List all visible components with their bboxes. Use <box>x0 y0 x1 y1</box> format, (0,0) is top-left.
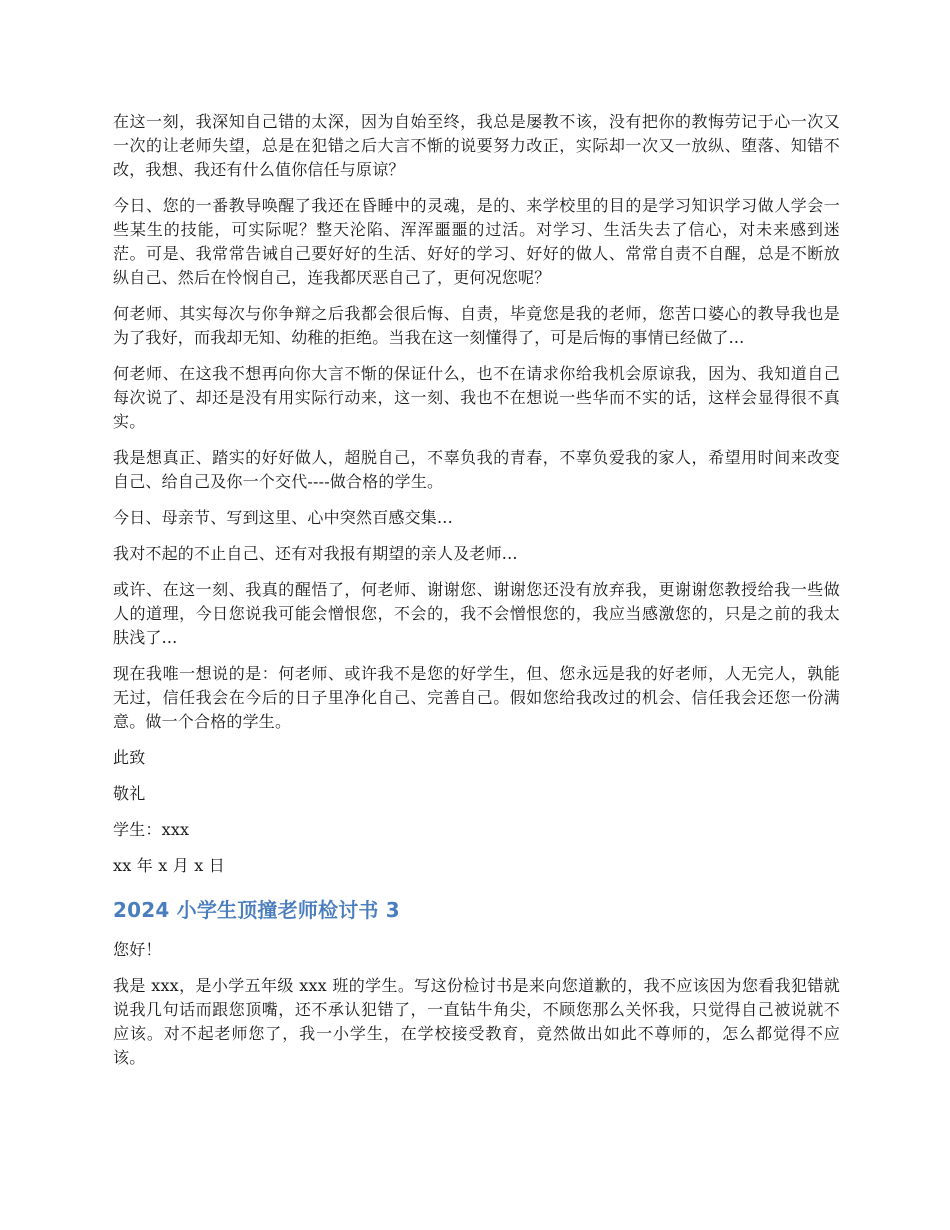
body-paragraph: 我是想真正、踏实的好好做人，超脱自己，不辜负我的青春，不辜负爱我的家人，希望用时间来改变自己、给自己及你一个交代----做合格的学生。 <box>113 448 840 491</box>
body-paragraph: 在这一刻，我深知自己错的太深，因为自始至终，我总是屡教不该，没有把你的教悔劳记于心一次又一次的让老师失望，总是在犯错之后大言不惭的说要努力改正，实际却一次又一放纵、堕落、知错不改，我想、我还有什么值你信任与原谅？ <box>113 112 840 179</box>
closing-jingli: 敬礼 <box>113 784 146 803</box>
section-heading: 2024 小学生顶撞老师检讨书 3 <box>113 898 400 922</box>
body-paragraph: 或许、在这一刻、我真的醒悟了，何老师、谢谢您、谢谢您还没有放弃我，更谢谢您教授给我一些做人的道理，今日您说我可能会憎恨您，不会的，我不会憎恨您的，我应当感激您的，只是之前的我太肤浅了... <box>113 580 840 647</box>
body-paragraph: 今日、您的一番教导唤醒了我还在昏睡中的灵魂，是的、来学校里的目的是学习知识学习做人学会一些某生的技能，可实际呢？整天沦陷、浑浑噩噩的过活。对学习、生活失去了信心，对未来感到迷茫。可是、我常常告诫自己要好好的生活、好好的学习、好好的做人、常常自责不自醒，总是不断放纵自己、然后在怜悯自己，连我都厌恶自己了，更何况您呢？ <box>113 196 840 287</box>
letter-date: xx 年 x 月 x 日 <box>113 856 225 875</box>
body-paragraph: 我是 xxx，是小学五年级 xxx 班的学生。写这份检讨书是来向您道歉的，我不应该因为您看我犯错就说我几句话而跟您顶嘴，还不承认犯错了，一直钻牛角尖，不顾您那么关怀我，只觉得自己被说就不应该。对不起老师您了，我一小学生，在学校接受教育，竟然做出如此不尊师的，怎么都觉得不应该。 <box>113 976 840 1067</box>
body-paragraph: 我对不起的不止自己、还有对我报有期望的亲人及老师... <box>113 544 518 563</box>
body-paragraph: 现在我唯一想说的是：何老师、或许我不是您的好学生，但、您永远是我的好老师，人无完人，孰能无过，信任我会在今后的日子里净化自己、完善自己。假如您给我改过的机会、信任我会还您一份满意。做一个合格的学生。 <box>113 664 840 731</box>
greeting: 您好！ <box>113 940 162 959</box>
body-paragraph: 今日、母亲节、写到这里、心中突然百感交集... <box>113 508 453 527</box>
closing-zhizhi: 此致 <box>113 748 146 767</box>
student-signature: 学生：xxx <box>113 820 190 839</box>
document-page <box>113 110 840 1082</box>
body-paragraph: 何老师、其实每次与你争辩之后我都会很后悔、自责，毕竟您是我的老师，您苦口婆心的教导我也是为了我好，而我却无知、幼稚的拒绝。当我在这一刻懂得了，可是后悔的事情已经做了... <box>113 304 840 347</box>
body-paragraph: 何老师、在这我不想再向你大言不惭的保证什么，也不在请求你给我机会原谅我，因为、我知道自己每次说了、却还是没有用实际行动来，这一刻、我也不在想说一些华而不实的话，这样会显得很不真实。 <box>113 364 840 431</box>
